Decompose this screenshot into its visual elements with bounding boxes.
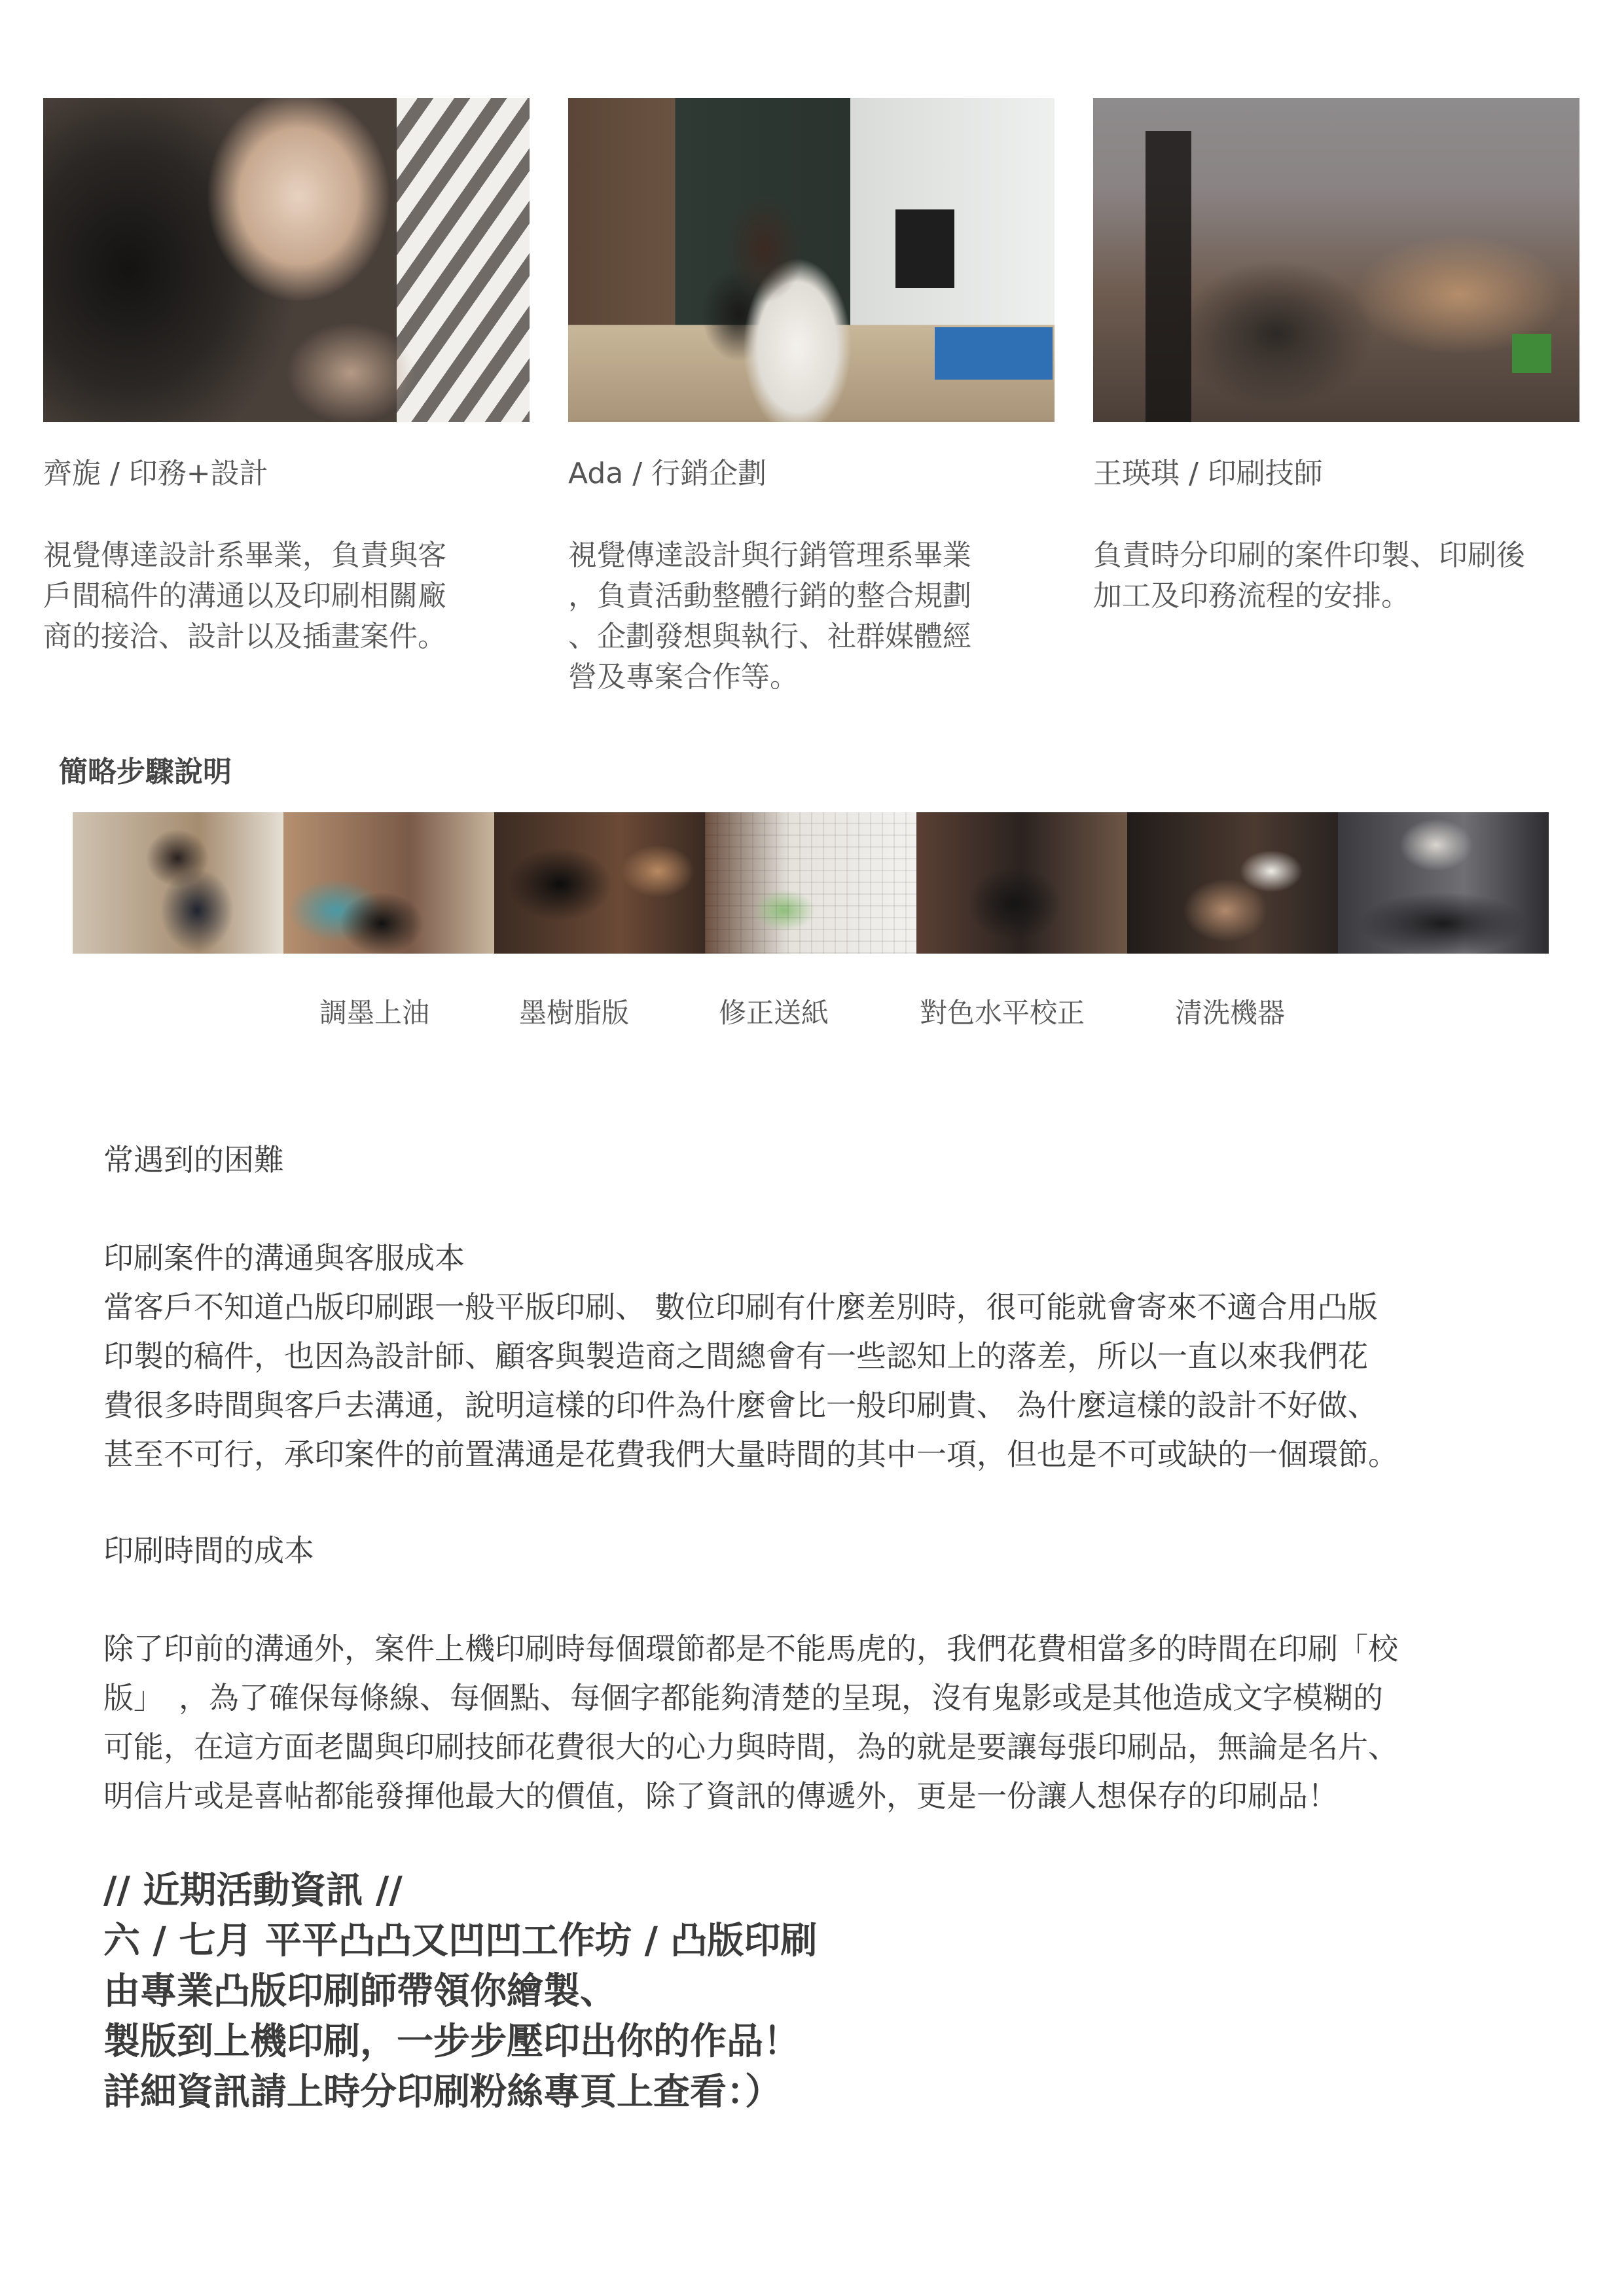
steps-photo-strip [73,812,1549,954]
step-label: 清洗機器 [1175,997,1286,1029]
team-member-bio: 負責時分印刷的案件印製、印刷後 加工及印務流程的安排。 [1093,539,1525,613]
difficulties-heading: 常遇到的困難 [103,1142,284,1177]
event-info: // 近期活動資訊 // 六 / 七月 平平凸凸又凹凹工作坊 / 凸版印刷 由專業凸版印刷師帶領你繪製、 製版到上機印刷，一步步壓印出你的作品！ 詳細資訊請上時分印刷粉絲專頁上查看：） [103,1865,817,2117]
step-photo [1127,812,1338,954]
team-member-bio: 視覺傳達設計系畢業，負責與客 戶間稿件的溝通以及印刷相關廠 商的接洽、設計以及插畫案件。 [43,539,446,653]
step-photo [283,812,494,954]
step-label: 墨樹脂版 [519,997,630,1029]
communication-cost-title: 印刷案件的溝通與客服成本 [103,1240,465,1276]
team-member-name: Ada / 行銷企劃 [568,457,767,490]
step-photo [1338,812,1549,954]
step-label: 對色水平校正 [920,997,1085,1029]
step-photo [705,812,916,954]
team-member-bio: 視覺傳達設計與行銷管理系畢業 ，負責活動整體行銷的整合規劃 、企劃發想與執行、社群媒體經 營及專案合作等。 [568,539,971,694]
time-cost-title: 印刷時間的成本 [103,1533,314,1568]
step-photo [73,812,283,954]
step-photo [916,812,1127,954]
step-label: 修正送紙 [719,997,829,1029]
step-label: 調墨上油 [319,997,430,1029]
event-heading: // 近期活動資訊 // [103,1869,403,1912]
team-member-name: 王瑛琪 / 印刷技師 [1093,457,1323,490]
photo-woman-at-desk [568,98,1055,422]
steps-heading: 簡略步驟說明 [59,755,232,789]
photo-printer-at-press [43,98,530,422]
photo-print-workshop [1093,98,1579,422]
team-member-name: 齊旎 / 印務+設計 [43,457,268,490]
time-cost-body: 除了印前的溝通外，案件上機印刷時每個環節都是不能馬虎的，我們花費相當多的時間在印刷「校 版」 ，為了確保每條線、每個點、每個字都能夠清楚的呈現，沒有鬼影或是其他造成文字模糊的 可能，在這方面老闆與印刷技師花費很大的心力與時間，為的就是要讓每張印刷品，無論是名片、 明信片或是喜帖都能發揮他最大的價值，除了資訊的傳遞外，更是一份讓人想保存的印刷品！ [103,1631,1398,1814]
communication-cost-section: 印刷案件的溝通與客服成本 當客戶不知道凸版印刷跟一般平版印刷、 數位印刷有什麼差別時，很可能就會寄來不適合用凸版 印製的稿件，也因為設計師、顧客與製造商之間總會有一些認知上的落差，所以一直以來我們花 費很多時間與客戶去溝通，說明這樣的印件為什麼會比一般印刷貴、 為什麼這樣的設計不好做、 甚至不可行，承印案件的前置溝通是花費我們大量時間的其中一項，但也是不可或缺的一個環節。 [103,1234,1543,1479]
step-photo [494,812,705,954]
